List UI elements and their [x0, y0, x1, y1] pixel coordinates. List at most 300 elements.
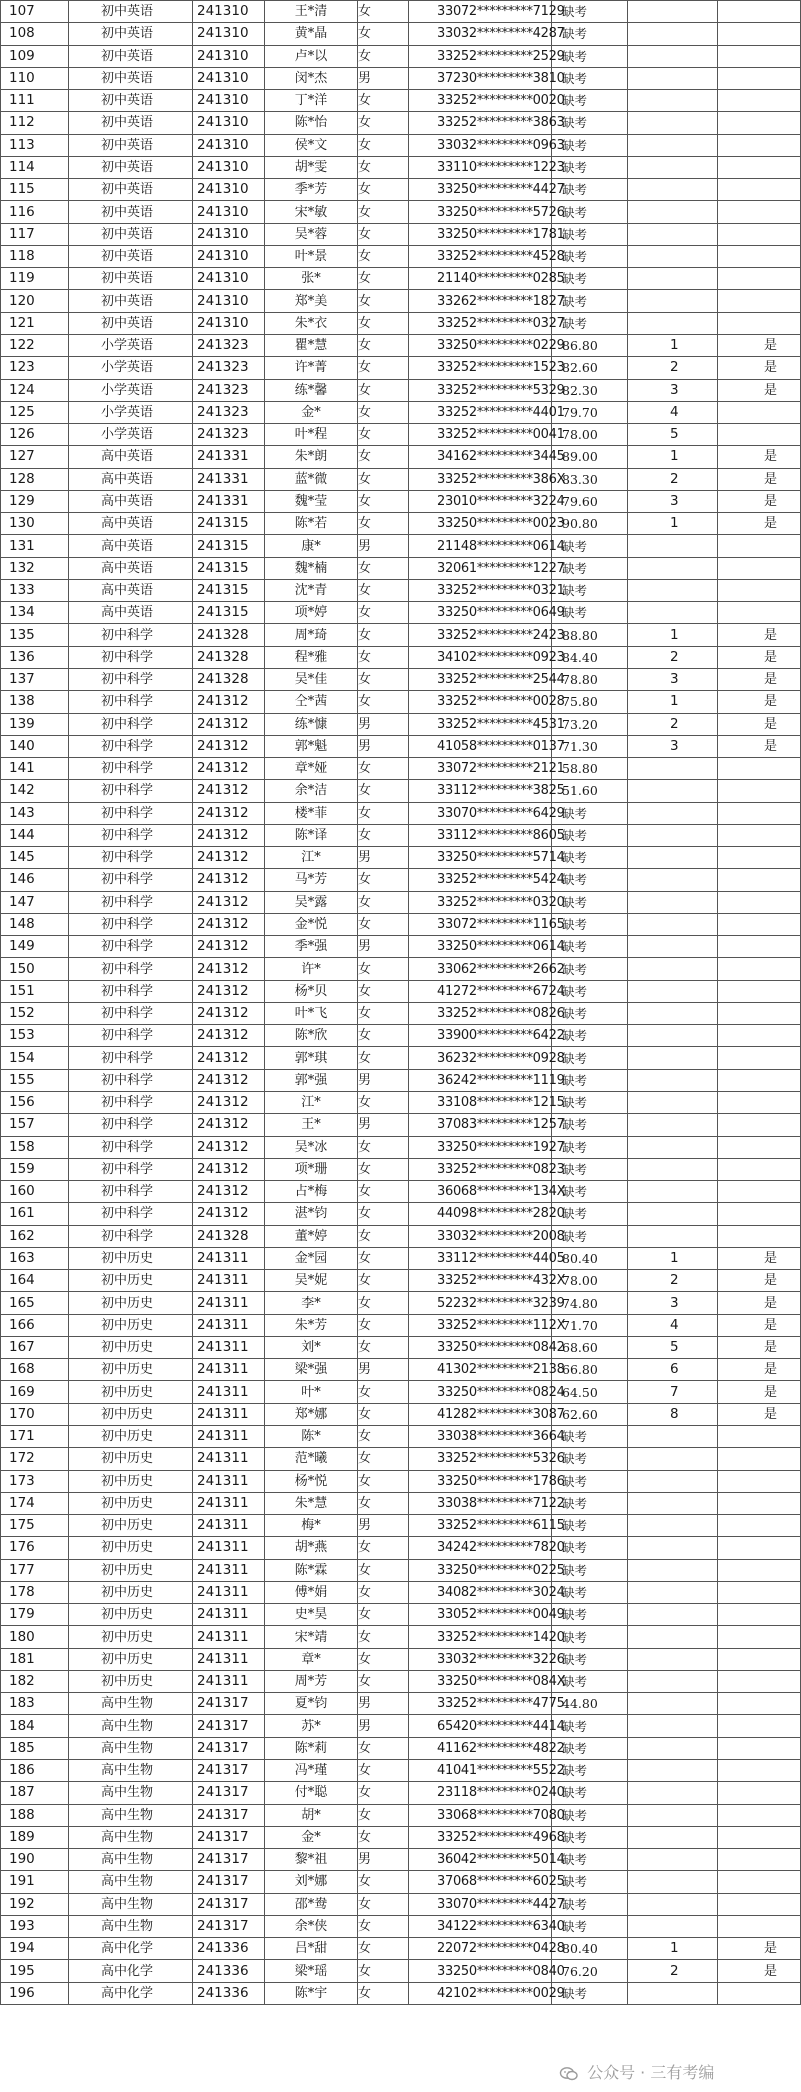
id-number-cell: 33252*********0320	[409, 891, 552, 913]
score-cell: 缺考	[552, 1715, 628, 1737]
enters-interview-cell	[718, 1871, 801, 1893]
position-code-cell: 241310	[193, 223, 265, 245]
candidate-name-cell: 占*梅	[265, 1181, 358, 1203]
subject-cell: 初中科学	[69, 1136, 193, 1158]
table-row	[1, 223, 801, 245]
score-cell: 缺考	[552, 23, 628, 45]
id-number-cell: 33032*********3226	[409, 1648, 552, 1670]
row-number-cell: 151	[1, 980, 69, 1002]
score-cell: 缺考	[552, 1426, 628, 1448]
id-number-cell: 33252*********2423	[409, 624, 552, 646]
table-row	[1, 134, 801, 156]
subject-cell: 初中英语	[69, 268, 193, 290]
row-number-cell: 114	[1, 156, 69, 178]
candidate-name-cell: 丁*洋	[265, 90, 358, 112]
score-cell: 90.80	[552, 513, 628, 535]
gender-cell: 女	[358, 602, 409, 624]
row-number-cell: 158	[1, 1136, 69, 1158]
subject-cell: 初中科学	[69, 1203, 193, 1225]
score-cell: 84.40	[552, 646, 628, 668]
rank-cell	[628, 1136, 718, 1158]
row-number-cell: 186	[1, 1759, 69, 1781]
subject-cell: 高中化学	[69, 1982, 193, 2004]
rank-cell	[628, 1025, 718, 1047]
row-number-cell: 164	[1, 1270, 69, 1292]
table-row	[1, 1938, 801, 1960]
rank-cell	[628, 1715, 718, 1737]
rank-cell	[628, 1849, 718, 1871]
subject-cell: 小学英语	[69, 424, 193, 446]
table-row	[1, 758, 801, 780]
row-number-cell: 172	[1, 1448, 69, 1470]
id-number-cell: 36068*********134X	[409, 1181, 552, 1203]
subject-cell: 初中历史	[69, 1581, 193, 1603]
enters-interview-cell	[718, 1, 801, 23]
gender-cell: 女	[358, 1336, 409, 1358]
score-cell: 71.30	[552, 735, 628, 757]
enters-interview-cell	[718, 1804, 801, 1826]
subject-cell: 初中科学	[69, 1002, 193, 1024]
rank-cell	[628, 913, 718, 935]
row-number-cell: 133	[1, 579, 69, 601]
position-code-cell: 241310	[193, 23, 265, 45]
id-number-cell: 33032*********0963	[409, 134, 552, 156]
rank-cell	[628, 602, 718, 624]
id-number-cell: 33252*********4968	[409, 1826, 552, 1848]
id-number-cell: 33250*********0023	[409, 513, 552, 535]
enters-interview-cell: 是	[718, 446, 801, 468]
row-number-cell: 190	[1, 1849, 69, 1871]
position-code-cell: 241311	[193, 1559, 265, 1581]
candidate-name-cell: 练*馨	[265, 379, 358, 401]
enters-interview-cell: 是	[718, 379, 801, 401]
score-cell: 82.30	[552, 379, 628, 401]
rank-cell	[628, 268, 718, 290]
id-number-cell: 33038*********7122	[409, 1492, 552, 1514]
gender-cell: 女	[358, 424, 409, 446]
position-code-cell: 241331	[193, 490, 265, 512]
table-row	[1, 513, 801, 535]
subject-cell: 高中英语	[69, 490, 193, 512]
subject-cell: 高中生物	[69, 1871, 193, 1893]
gender-cell: 女	[358, 1270, 409, 1292]
table-row	[1, 245, 801, 267]
rank-cell: 1	[628, 446, 718, 468]
enters-interview-cell	[718, 1225, 801, 1247]
position-code-cell: 241315	[193, 513, 265, 535]
gender-cell: 女	[358, 156, 409, 178]
id-number-cell: 34122*********6340	[409, 1915, 552, 1937]
table-row	[1, 1403, 801, 1425]
enters-interview-cell	[718, 1515, 801, 1537]
position-code-cell: 241317	[193, 1737, 265, 1759]
candidate-name-cell: 项*珊	[265, 1158, 358, 1180]
subject-cell: 初中历史	[69, 1515, 193, 1537]
row-number-cell: 127	[1, 446, 69, 468]
row-number-cell: 120	[1, 290, 69, 312]
candidate-name-cell: 冯*瑾	[265, 1759, 358, 1781]
id-number-cell: 33070*********4427	[409, 1893, 552, 1915]
rank-cell	[628, 1670, 718, 1692]
score-cell: 缺考	[552, 1826, 628, 1848]
id-number-cell: 33252*********0823	[409, 1158, 552, 1180]
table-row	[1, 847, 801, 869]
score-cell: 缺考	[552, 1915, 628, 1937]
id-number-cell: 33110*********1223	[409, 156, 552, 178]
row-number-cell: 147	[1, 891, 69, 913]
id-number-cell: 23118*********0240	[409, 1782, 552, 1804]
score-cell: 78.00	[552, 1270, 628, 1292]
score-cell: 缺考	[552, 1114, 628, 1136]
candidate-name-cell: 郭*魁	[265, 735, 358, 757]
candidate-name-cell: 付*聪	[265, 1782, 358, 1804]
position-code-cell: 241312	[193, 735, 265, 757]
enters-interview-cell	[718, 201, 801, 223]
id-number-cell: 33252*********4401	[409, 401, 552, 423]
subject-cell: 高中英语	[69, 513, 193, 535]
table-row	[1, 1292, 801, 1314]
id-number-cell: 33038*********3664	[409, 1426, 552, 1448]
score-cell: 缺考	[552, 1626, 628, 1648]
score-cell: 缺考	[552, 535, 628, 557]
position-code-cell: 241315	[193, 579, 265, 601]
table-row	[1, 602, 801, 624]
gender-cell: 女	[358, 1092, 409, 1114]
subject-cell: 初中科学	[69, 1047, 193, 1069]
position-code-cell: 241312	[193, 847, 265, 869]
row-number-cell: 122	[1, 334, 69, 356]
position-code-cell: 241317	[193, 1804, 265, 1826]
row-number-cell: 173	[1, 1470, 69, 1492]
position-code-cell: 241312	[193, 802, 265, 824]
rank-cell: 5	[628, 424, 718, 446]
id-number-cell: 33252*********2544	[409, 668, 552, 690]
gender-cell: 女	[358, 1559, 409, 1581]
rank-cell: 4	[628, 401, 718, 423]
table-row	[1, 1448, 801, 1470]
table-row	[1, 23, 801, 45]
gender-cell: 女	[358, 980, 409, 1002]
rank-cell	[628, 1826, 718, 1848]
rank-cell: 5	[628, 1336, 718, 1358]
enters-interview-cell: 是	[718, 1247, 801, 1269]
subject-cell: 高中生物	[69, 1737, 193, 1759]
position-code-cell: 241312	[193, 1025, 265, 1047]
score-cell: 缺考	[552, 1, 628, 23]
score-cell: 缺考	[552, 1092, 628, 1114]
gender-cell: 男	[358, 713, 409, 735]
gender-cell: 女	[358, 223, 409, 245]
enters-interview-cell	[718, 802, 801, 824]
position-code-cell: 241328	[193, 1225, 265, 1247]
id-number-cell: 34162*********3445	[409, 446, 552, 468]
table-row	[1, 624, 801, 646]
score-cell: 缺考	[552, 112, 628, 134]
position-code-cell: 241317	[193, 1826, 265, 1848]
enters-interview-cell	[718, 245, 801, 267]
id-number-cell: 36232*********0928	[409, 1047, 552, 1069]
candidate-name-cell: 郑*娜	[265, 1403, 358, 1425]
score-cell: 66.80	[552, 1359, 628, 1381]
gender-cell: 女	[358, 201, 409, 223]
id-number-cell: 33252*********5326	[409, 1448, 552, 1470]
id-number-cell: 42102*********0029	[409, 1982, 552, 2004]
enters-interview-cell	[718, 1158, 801, 1180]
candidate-name-cell: 傅*娟	[265, 1581, 358, 1603]
gender-cell: 男	[358, 1069, 409, 1091]
gender-cell: 女	[358, 869, 409, 891]
score-cell: 缺考	[552, 1849, 628, 1871]
subject-cell: 初中科学	[69, 713, 193, 735]
subject-cell: 初中科学	[69, 936, 193, 958]
row-number-cell: 168	[1, 1359, 69, 1381]
position-code-cell: 241311	[193, 1648, 265, 1670]
rank-cell	[628, 1782, 718, 1804]
score-cell: 缺考	[552, 290, 628, 312]
score-cell: 80.40	[552, 1938, 628, 1960]
gender-cell: 女	[358, 646, 409, 668]
table-row	[1, 1737, 801, 1759]
subject-cell: 初中科学	[69, 891, 193, 913]
gender-cell: 女	[358, 1782, 409, 1804]
candidate-name-cell: 许*	[265, 958, 358, 980]
rank-cell: 1	[628, 624, 718, 646]
candidate-name-cell: 范*曦	[265, 1448, 358, 1470]
position-code-cell: 241336	[193, 1960, 265, 1982]
position-code-cell: 241311	[193, 1448, 265, 1470]
table-row	[1, 1648, 801, 1670]
id-number-cell: 33900*********6422	[409, 1025, 552, 1047]
rank-cell: 3	[628, 735, 718, 757]
table-row	[1, 1893, 801, 1915]
enters-interview-cell	[718, 958, 801, 980]
rank-cell	[628, 824, 718, 846]
id-number-cell: 44098*********2820	[409, 1203, 552, 1225]
enters-interview-cell	[718, 1426, 801, 1448]
position-code-cell: 241311	[193, 1581, 265, 1603]
position-code-cell: 241312	[193, 1069, 265, 1091]
subject-cell: 初中英语	[69, 134, 193, 156]
row-number-cell: 191	[1, 1871, 69, 1893]
id-number-cell: 33250*********0842	[409, 1336, 552, 1358]
candidate-name-cell: 杨*悦	[265, 1470, 358, 1492]
table-row	[1, 1270, 801, 1292]
row-number-cell: 125	[1, 401, 69, 423]
table-row	[1, 557, 801, 579]
subject-cell: 初中历史	[69, 1426, 193, 1448]
candidate-name-cell: 江*	[265, 1092, 358, 1114]
rank-cell	[628, 1915, 718, 1937]
score-cell: 缺考	[552, 958, 628, 980]
candidate-name-cell: 黎*祖	[265, 1849, 358, 1871]
subject-cell: 初中科学	[69, 646, 193, 668]
table-row	[1, 1047, 801, 1069]
table-row	[1, 691, 801, 713]
table-row	[1, 290, 801, 312]
score-cell: 86.80	[552, 334, 628, 356]
gender-cell: 女	[358, 379, 409, 401]
score-cell: 缺考	[552, 1559, 628, 1581]
rank-cell	[628, 1893, 718, 1915]
score-cell: 73.20	[552, 713, 628, 735]
subject-cell: 初中科学	[69, 1069, 193, 1091]
watermark	[560, 2060, 714, 2083]
id-number-cell: 37068*********6025	[409, 1871, 552, 1893]
row-number-cell: 161	[1, 1203, 69, 1225]
subject-cell: 初中历史	[69, 1670, 193, 1692]
gender-cell: 男	[358, 1114, 409, 1136]
position-code-cell: 241310	[193, 245, 265, 267]
subject-cell: 初中历史	[69, 1470, 193, 1492]
enters-interview-cell	[718, 1181, 801, 1203]
rank-cell	[628, 1871, 718, 1893]
enters-interview-cell	[718, 579, 801, 601]
subject-cell: 小学英语	[69, 334, 193, 356]
gender-cell: 女	[358, 1025, 409, 1047]
candidate-name-cell: 朱*芳	[265, 1314, 358, 1336]
gender-cell: 女	[358, 290, 409, 312]
position-code-cell: 241311	[193, 1492, 265, 1514]
score-cell: 缺考	[552, 980, 628, 1002]
score-cell: 78.00	[552, 424, 628, 446]
gender-cell: 女	[358, 23, 409, 45]
score-cell: 缺考	[552, 1604, 628, 1626]
candidate-name-cell: 季*芳	[265, 179, 358, 201]
score-cell: 缺考	[552, 891, 628, 913]
row-number-cell: 144	[1, 824, 69, 846]
gender-cell: 女	[358, 1804, 409, 1826]
rank-cell	[628, 980, 718, 1002]
gender-cell: 女	[358, 1759, 409, 1781]
rank-cell: 8	[628, 1403, 718, 1425]
enters-interview-cell	[718, 1670, 801, 1692]
row-number-cell: 154	[1, 1047, 69, 1069]
row-number-cell: 118	[1, 245, 69, 267]
row-number-cell: 183	[1, 1693, 69, 1715]
enters-interview-cell	[718, 223, 801, 245]
candidate-name-cell: 吴*妮	[265, 1270, 358, 1292]
row-number-cell: 193	[1, 1915, 69, 1937]
score-cell: 缺考	[552, 847, 628, 869]
score-cell: 缺考	[552, 245, 628, 267]
position-code-cell: 241312	[193, 913, 265, 935]
gender-cell: 女	[358, 490, 409, 512]
id-number-cell: 33250*********0225	[409, 1559, 552, 1581]
position-code-cell: 241312	[193, 1203, 265, 1225]
row-number-cell: 196	[1, 1982, 69, 2004]
table-row	[1, 1581, 801, 1603]
table-row	[1, 268, 801, 290]
row-number-cell: 170	[1, 1403, 69, 1425]
gender-cell: 女	[358, 1581, 409, 1603]
table-row	[1, 1181, 801, 1203]
row-number-cell: 135	[1, 624, 69, 646]
gender-cell: 女	[358, 802, 409, 824]
id-number-cell: 33112*********8605	[409, 824, 552, 846]
gender-cell: 男	[358, 1359, 409, 1381]
rank-cell: 3	[628, 668, 718, 690]
position-code-cell: 241317	[193, 1915, 265, 1937]
rank-cell	[628, 1181, 718, 1203]
id-number-cell: 33250*********0229	[409, 334, 552, 356]
candidate-name-cell: 胡*雯	[265, 156, 358, 178]
row-number-cell: 145	[1, 847, 69, 869]
subject-cell: 初中科学	[69, 1158, 193, 1180]
enters-interview-cell	[718, 1626, 801, 1648]
table-row	[1, 201, 801, 223]
gender-cell: 男	[358, 847, 409, 869]
score-cell: 缺考	[552, 156, 628, 178]
subject-cell: 初中历史	[69, 1270, 193, 1292]
table-row	[1, 1849, 801, 1871]
row-number-cell: 160	[1, 1181, 69, 1203]
position-code-cell: 241311	[193, 1336, 265, 1358]
table-row	[1, 1515, 801, 1537]
gender-cell: 女	[358, 1225, 409, 1247]
subject-cell: 初中英语	[69, 179, 193, 201]
gender-cell: 女	[358, 112, 409, 134]
position-code-cell: 241311	[193, 1314, 265, 1336]
enters-interview-cell: 是	[718, 1381, 801, 1403]
position-code-cell: 241311	[193, 1381, 265, 1403]
id-number-cell: 33250*********5714	[409, 847, 552, 869]
table-row	[1, 1804, 801, 1826]
enters-interview-cell: 是	[718, 1938, 801, 1960]
subject-cell: 初中科学	[69, 668, 193, 690]
rank-cell	[628, 1982, 718, 2004]
id-number-cell: 33068*********7080	[409, 1804, 552, 1826]
candidate-name-cell: 侯*文	[265, 134, 358, 156]
row-number-cell: 181	[1, 1648, 69, 1670]
candidate-name-cell: 楼*菲	[265, 802, 358, 824]
rank-cell	[628, 1092, 718, 1114]
id-number-cell: 33252*********0041	[409, 424, 552, 446]
position-code-cell: 241310	[193, 179, 265, 201]
gender-cell: 女	[358, 668, 409, 690]
row-number-cell: 188	[1, 1804, 69, 1826]
subject-cell: 初中英语	[69, 223, 193, 245]
gender-cell: 女	[358, 401, 409, 423]
table-row	[1, 1492, 801, 1514]
rank-cell	[628, 780, 718, 802]
row-number-cell: 142	[1, 780, 69, 802]
candidate-name-cell: 王*	[265, 1114, 358, 1136]
subject-cell: 初中科学	[69, 691, 193, 713]
rank-cell	[628, 1737, 718, 1759]
wechat-icon	[560, 2067, 578, 2081]
row-number-cell: 175	[1, 1515, 69, 1537]
candidate-name-cell: 邵*鸯	[265, 1893, 358, 1915]
enters-interview-cell	[718, 1693, 801, 1715]
position-code-cell: 241317	[193, 1715, 265, 1737]
row-number-cell: 169	[1, 1381, 69, 1403]
id-number-cell: 33250*********1786	[409, 1470, 552, 1492]
subject-cell: 高中生物	[69, 1849, 193, 1871]
gender-cell: 女	[358, 468, 409, 490]
score-cell: 缺考	[552, 1537, 628, 1559]
row-number-cell: 184	[1, 1715, 69, 1737]
table-row	[1, 1426, 801, 1448]
enters-interview-cell: 是	[718, 334, 801, 356]
position-code-cell: 241311	[193, 1670, 265, 1692]
candidate-name-cell: 梁*瑶	[265, 1960, 358, 1982]
gender-cell: 男	[358, 1849, 409, 1871]
position-code-cell: 241315	[193, 602, 265, 624]
gender-cell: 男	[358, 735, 409, 757]
candidate-name-cell: 吴*露	[265, 891, 358, 913]
gender-cell: 男	[358, 1715, 409, 1737]
row-number-cell: 113	[1, 134, 69, 156]
